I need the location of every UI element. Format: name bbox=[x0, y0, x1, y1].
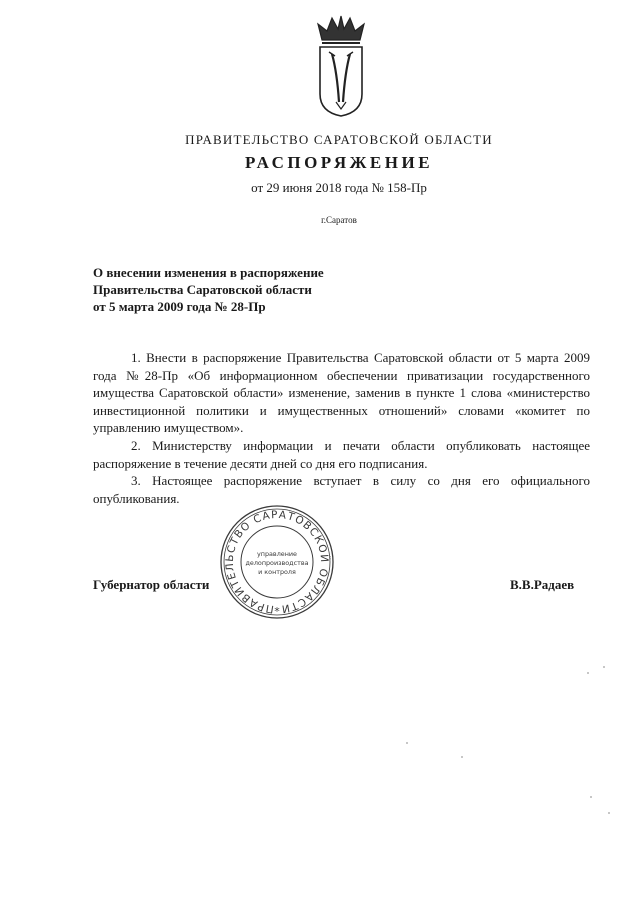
body-paragraph: 2. Министерству информации и печати области опубликовать настоящее распоряжение в течение десяти дней со дня его подписания. bbox=[93, 437, 590, 471]
document-date-number: от 29 июня 2018 года № 158-Пр bbox=[251, 180, 427, 195]
subject-line: от 5 марта 2009 года № 28-Пр bbox=[93, 299, 266, 314]
document-type: РАСПОРЯЖЕНИЕ bbox=[244, 153, 434, 172]
signatory-name: В.В.Радаев bbox=[510, 577, 575, 592]
body-paragraph: 1. Внести в распоряжение Правительства Саратовской области от 5 марта 2009 года №28-Пр «Об информационном обеспечении приватизации государственного имущества Саратовской области» изменение, заменив в пункте 1 слова «министерство инвестиционной политики и имущественных отношений» словами «комитет по управлению имуществом». bbox=[93, 350, 590, 436]
stamp-center-line: делопроизводства bbox=[245, 559, 309, 567]
stamp-ring-text: ПРАВИТЕЛЬСТВО САРАТОВСКОЙ ОБЛАСТИ bbox=[223, 508, 331, 616]
coat-of-arms-icon bbox=[312, 14, 370, 118]
stamp-center-line: управление bbox=[257, 550, 297, 558]
official-stamp bbox=[218, 503, 336, 621]
document-city: г.Саратов bbox=[321, 215, 357, 225]
subject-line: О внесении изменения в распоряжение bbox=[93, 265, 324, 280]
document-subject bbox=[93, 264, 423, 315]
body-paragraph: 3. Настоящее распоряжение вступает в силу со дня его официального опубликования. bbox=[93, 473, 590, 506]
document-body bbox=[93, 349, 590, 507]
issuing-authority: ПРАВИТЕЛЬСТВО САРАТОВСКОЙ ОБЛАСТИ bbox=[185, 132, 493, 147]
subject-line: Правительства Саратовской области bbox=[93, 282, 312, 297]
stamp-star-icon: * bbox=[274, 605, 280, 618]
stamp-center-line: и контроля bbox=[258, 568, 296, 576]
signatory-title: Губернатор области bbox=[93, 577, 210, 592]
